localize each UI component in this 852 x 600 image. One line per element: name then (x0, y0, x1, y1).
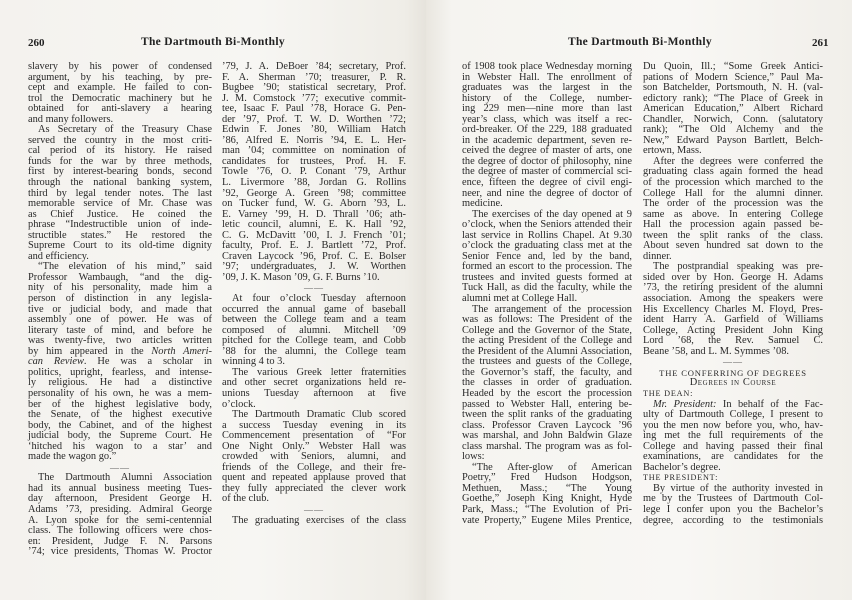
text-line: by him appeared in the North Ameri- (28, 345, 212, 357)
paragraph-first-line: The Dartmouth Dramatic Club scored (232, 409, 406, 421)
section-separator: —— (304, 504, 324, 515)
text-line: Goethe,” Joseph King Knight, Hyde (462, 493, 632, 505)
text-line: Craven Laycock ’96, Prof. C. E. Bolser (222, 250, 406, 262)
text-line: New,” Edward Payson Bartlett, Belch- (643, 134, 823, 146)
text-line: der ’97, Prof. T. W. D. Worthen ’72; (222, 113, 406, 125)
page-number-left: 260 (28, 37, 45, 49)
text-line: candidates for trustees, Prof. H. F. (222, 155, 406, 167)
section-separator: —— (723, 357, 743, 368)
text-line: ‘hitched his wagon to a star’ and (28, 440, 212, 452)
text-line: the President of the Alumni Association, (462, 345, 632, 357)
text-line: the degree of master of commercial sci- (462, 166, 632, 178)
section-subheading: Degrees in Course (689, 377, 777, 389)
text-line: ceived the degree of master of arts, one (462, 145, 632, 157)
text-line: man ’04; committee on nomination of (222, 145, 406, 157)
text-line: About seven hundred sat down to the (643, 240, 823, 252)
text-line: of 1908 took place Wednesday morning (462, 61, 632, 72)
text-line: Hall the procession again passed be- (643, 219, 823, 231)
text-line: memorable service of Mr. Chase was (28, 198, 212, 210)
text-line: ’88 for the alumni, the College team (222, 345, 406, 357)
text-line: examinations, are candidates for the (643, 451, 823, 463)
text-line: trustees and invited guests formed at (462, 271, 632, 283)
left-page-column-2 (222, 62, 406, 526)
text-line: letic council, alumni, E. K. Hall ’92, (222, 219, 406, 231)
text-line: me by the Trustees of Dartmouth Col- (643, 493, 823, 505)
text-line: literary taste of mind, and before he (28, 324, 212, 336)
text-line: A. Lyon spoke for the semi-centennial (28, 514, 212, 526)
speaker-label: THE DEAN: (643, 388, 694, 398)
text-line: history of the College, number- (462, 92, 632, 104)
text-line: Towle ’76, O. P. Conant ’79, Arthur (222, 166, 406, 178)
text-line: lege I confer upon you the Bachelor’s (643, 503, 823, 515)
paragraph-first-line: The exercises of the day opened at 9 (472, 208, 632, 220)
text-line: quent and repeated applause proved that (222, 472, 406, 484)
text-line: lows: (462, 451, 485, 463)
text-line: they fully appreciated the clever work (222, 482, 406, 494)
text-line: through the national banking system, (28, 177, 212, 189)
text-line: in the academic department, seven re- (462, 134, 632, 146)
text-line: made the wagon go.” (28, 451, 117, 463)
text-line: Lord ’68, the Rev. Samuel C. (643, 335, 823, 347)
text-line: Headed by the escort the procession (462, 387, 632, 399)
section-separator: —— (110, 462, 130, 473)
page-number-right: 261 (812, 37, 829, 49)
text-line: was as follows: The President of the (462, 314, 632, 326)
text-line: edictory rank); “The Place of Greek in (643, 92, 823, 104)
text-line: politics, upright, fearless, and intense- (28, 366, 212, 378)
speaker-label: THE PRESIDENT: (643, 473, 719, 483)
right-page (426, 0, 852, 600)
text-line: J. M. Comstock ’77; executive commit- (222, 92, 406, 104)
text-line: friends of the College, and their fre- (222, 461, 406, 473)
text-line: personality of his own, he was a mem- (28, 387, 212, 399)
text-line: association. Among the speakers were (643, 293, 823, 305)
text-line: C. G. McDavitt ’00, I. J. French ’01; (222, 229, 406, 241)
text-line: ing met the full requirements of the (643, 430, 823, 442)
text-line: ’73, the retiring president of the alumni (643, 282, 823, 294)
section-separator: —— (304, 283, 324, 294)
text-line: ber of the highest legislative body, (28, 398, 212, 410)
text-line: crowded with Seniors, alumni, and (222, 451, 406, 463)
text-line: Du Quoin, Ill.; “Some Greek Antici- (643, 61, 823, 72)
text-line: Park, Mass.; “The Evolution of Pri- (462, 503, 632, 515)
text-line: F. A. Sherman ’70; treasurer, P. R. (222, 71, 406, 83)
text-line: passed to Webster Hall, entering be- (462, 398, 632, 410)
paragraph-first-line: The postprandial speaking was pre- (653, 261, 823, 273)
text-line: L. Livermore ’88, Jordan G. Rollins (222, 177, 406, 189)
text-line: Chandler, Norwich, Conn. (salutatory (643, 113, 823, 125)
text-line: Supreme Court to its old-time dignity (28, 240, 212, 252)
text-line: between the College team and a team (222, 314, 406, 326)
text-line: E. Varney ’99, H. D. Thrall ’06; ath- (222, 208, 406, 220)
text-line: third by legal tender notes. The last (28, 187, 212, 199)
text-line: ’79, J. A. DeBoer ’84; secretary, Prof. (222, 61, 406, 72)
text-line: formed an escort to the procession. The (462, 261, 632, 273)
text-line: son Batchelder, Portsmouth, N. H. (val- (643, 82, 823, 94)
text-line: and efficiency. (28, 250, 89, 262)
text-line: argument, by his teaching, by pre- (28, 71, 212, 83)
text-line: College and the Governor of the State, (462, 324, 632, 336)
paragraph-first-line: The Dartmouth Alumni Association (38, 472, 212, 484)
text-line: and other secret organizations held re- (222, 377, 406, 389)
text-line: can Review. He was a scholar in (28, 356, 212, 368)
text-line: obtained for anti-slavery a hearing (28, 103, 212, 115)
paragraph-first-line: The arrangement of the procession (472, 303, 632, 315)
paragraph-first-line: Mr. President: In behalf of the Fac- (653, 398, 824, 410)
text-line: cal period of its history. He raised (28, 145, 212, 157)
text-line: of the club. (222, 493, 270, 505)
text-line: as Chief Justice. He coined the (28, 208, 212, 220)
text-line: in Webster Hall. The enrollment of (462, 71, 632, 83)
paragraph-first-line: After the degrees were conferred the (653, 155, 823, 167)
text-line: funds for the war by three methods, (28, 155, 212, 167)
text-line: on Tucker fund, W. G. Aborn ’93, L. (222, 198, 406, 210)
text-line: pations of Modern Science,” Paul Ma- (643, 71, 823, 83)
text-line: degree, according to the testimonials (643, 514, 823, 526)
text-line: faculty, Prof. E. J. Bartlett ’72, Prof. (222, 240, 406, 252)
text-line: His Excellency Charles M. Floyd, Pres- (643, 303, 823, 315)
text-line: class. Professor Craven Laycock ’96 (462, 419, 632, 431)
text-line: occurred the annual game of baseball (222, 303, 406, 315)
text-line: o’clock the graduating class met at the (462, 240, 632, 252)
paragraph-first-line: At four o’clock Tuesday afternoon (232, 293, 406, 305)
text-line: cept and example. He failed to con- (28, 82, 212, 94)
text-line: person of distinction in any legisla- (28, 293, 212, 305)
text-line: ence, fifteen the degree of civil engi- (462, 177, 632, 189)
text-line: was twenty-five, two articles written (28, 335, 212, 347)
text-line: ’74; vice presidents, Thomas W. Proctor (28, 546, 212, 558)
text-line: year’s class, which was itself a rec- (462, 113, 632, 125)
section-heading: THE CONFERRING OF DEGREES (659, 367, 807, 378)
paragraph-first-line: “The After-glow of American (472, 461, 632, 473)
text-line: the classes in order of graduation. (462, 377, 632, 389)
text-line: ing 229 men—nine more than last (462, 103, 632, 115)
text-line: served the country in the most criti- (28, 134, 212, 146)
text-line: vate Property,” Eugene Miles Prentice, (462, 514, 632, 526)
text-line: Bugbee ’90; statistical secretary, Prof. (222, 82, 406, 94)
text-line: composed of alumni. Mitchell ’09 (222, 324, 406, 336)
text-line: tween the split ranks of the class. (643, 229, 823, 241)
text-line: tive or judicial body, and made that (28, 303, 212, 315)
paragraph-first-line: The various Greek letter fraternities (232, 366, 406, 378)
text-line: tee, Isaac F. Paul ’78, Horace G. Pen- (222, 103, 406, 115)
text-line: Commencement presentation of “For (222, 430, 406, 442)
text-line: the Senate, of the highest executive (28, 409, 212, 421)
text-line: neer, and nine the degree of doctor of (462, 187, 632, 199)
text-line: had its annual business meeting Tues- (28, 482, 212, 494)
text-line: the degree of doctor of philosophy, nine (462, 155, 632, 167)
text-line: last service in Rollins Chapel. At 9.30 (462, 229, 632, 241)
text-line: the trustees and guests of the College, (462, 356, 632, 368)
text-line: Beane ’58, and L. M. Symmes ’08. (643, 345, 790, 357)
paragraph-first-line: By virtue of the authority invested in (653, 482, 823, 494)
text-line: winning 4 to 3. (222, 356, 285, 368)
text-line: tween the split ranks of the graduating (462, 409, 632, 421)
text-line: body, the Cabinet, and of the highest (28, 419, 212, 431)
text-line: American Education,” Albert Richard (643, 103, 823, 115)
text-line: dinner. (643, 250, 672, 262)
text-line: assembly one of power. He was of (28, 314, 212, 326)
text-line: judicial body, the Supreme Court. He (28, 430, 212, 442)
text-line: alumni met at College Hall. (462, 293, 578, 305)
text-line: of the procession which marched to the (643, 177, 823, 189)
text-line: phrase “Indestructible union of inde- (28, 219, 212, 231)
text-line: same as above. In entering College (643, 208, 823, 220)
left-page-column-1 (28, 62, 212, 558)
text-line: nity of his personality, made him a (28, 282, 212, 294)
text-line: ’97; undergraduates, J. W. Worthen (222, 261, 406, 273)
text-line: the Governor’s staff, the faculty, and (462, 366, 632, 378)
text-line: Methuen, Mass.; “The Young (462, 482, 632, 494)
text-line: o’clock, when the Seniors attended their (462, 219, 632, 231)
text-line: ident Harry A. Garfield of Williams (643, 314, 823, 326)
text-line: medicine. (462, 198, 503, 210)
text-line: Bachelor’s degree. (643, 461, 721, 473)
text-line: en: President, Judge F. N. Parsons (28, 535, 212, 547)
text-line: Poetry,” Fred Hudson Hodgson, (462, 472, 632, 484)
text-line: a success Tuesday evening in its (222, 419, 406, 431)
text-line: graduating class again formed the head (643, 166, 823, 178)
text-line: Professor Wambaugh, “and the dig- (28, 271, 212, 283)
text-line: slavery by his power of condensed (28, 61, 212, 72)
text-line: The order of the procession was the (643, 198, 823, 210)
text-line: class marshal. The program was as fol- (462, 440, 632, 452)
text-line: first by interest-bearing bonds, second (28, 166, 212, 178)
text-line: Edwin F. Jones ’80, William Hatch (222, 124, 406, 136)
running-head-left: The Dartmouth Bi-Monthly (141, 36, 285, 48)
text-line: ’92, George A. Green ’98; committee (222, 187, 406, 199)
text-line: and many followers. (28, 113, 114, 125)
text-line: pitched for the College team, and Cobb (222, 335, 406, 347)
text-line: you the men now before you, who, hav- (643, 419, 823, 431)
text-line: sided over by Hon. George H. Adams (643, 271, 823, 283)
text-line: Senior Fence and, led by the band, (462, 250, 632, 262)
text-line: ulty of Dartmouth College, I present to (643, 409, 823, 421)
text-line: trol the Democratic machinery but he (28, 92, 212, 104)
text-line: One Night Only.” Webster Hall was (222, 440, 406, 452)
paragraph-first-line: The graduating exercises of the class (232, 514, 406, 526)
text-line: ertown, Mass. (643, 145, 702, 157)
text-line: College, Acting President John King (643, 324, 823, 336)
text-line: the acting President of the College and (462, 335, 632, 347)
text-line: ord-breaker. Of the 229, 188 graduated (462, 124, 632, 136)
text-line: structible states.” He restored the (28, 229, 212, 241)
right-page-column-2 (643, 62, 823, 526)
text-line: unions Tuesday afternoon at five (222, 387, 406, 399)
text-line: College and having passed their final (643, 440, 823, 452)
paragraph-first-line: As Secretary of the Treasury Chase (38, 124, 212, 136)
running-head-right: The Dartmouth Bi-Monthly (568, 36, 712, 48)
text-line: was marshal, and John Baldwin Glaze (462, 430, 632, 442)
text-line: graduates was the largest in the (462, 82, 632, 94)
text-line: ly religious. He had a distinctive (28, 377, 212, 389)
text-line: o’clock. (222, 398, 256, 410)
text-line: ’09, J. K. Mason ’09, G. F. Burns ’10. (222, 271, 380, 283)
text-line: rank); “The Old Alchemy and the (643, 124, 823, 136)
text-line: day afternoon, President George H. (28, 493, 212, 505)
text-line: Tuck Hall, as did the faculty, while the (462, 282, 632, 294)
right-page-column-1 (462, 62, 632, 526)
text-line: ’86, Alfred E. Norris ’94, E. L. Her- (222, 134, 406, 146)
paragraph-first-line: “The elevation of his mind,” said (38, 261, 212, 273)
text-line: Adams ’73, presiding. Admiral George (28, 503, 212, 515)
text-line: class. The following officers were chos- (28, 525, 212, 537)
text-line: College Hall for the alumni dinner. (643, 187, 823, 199)
